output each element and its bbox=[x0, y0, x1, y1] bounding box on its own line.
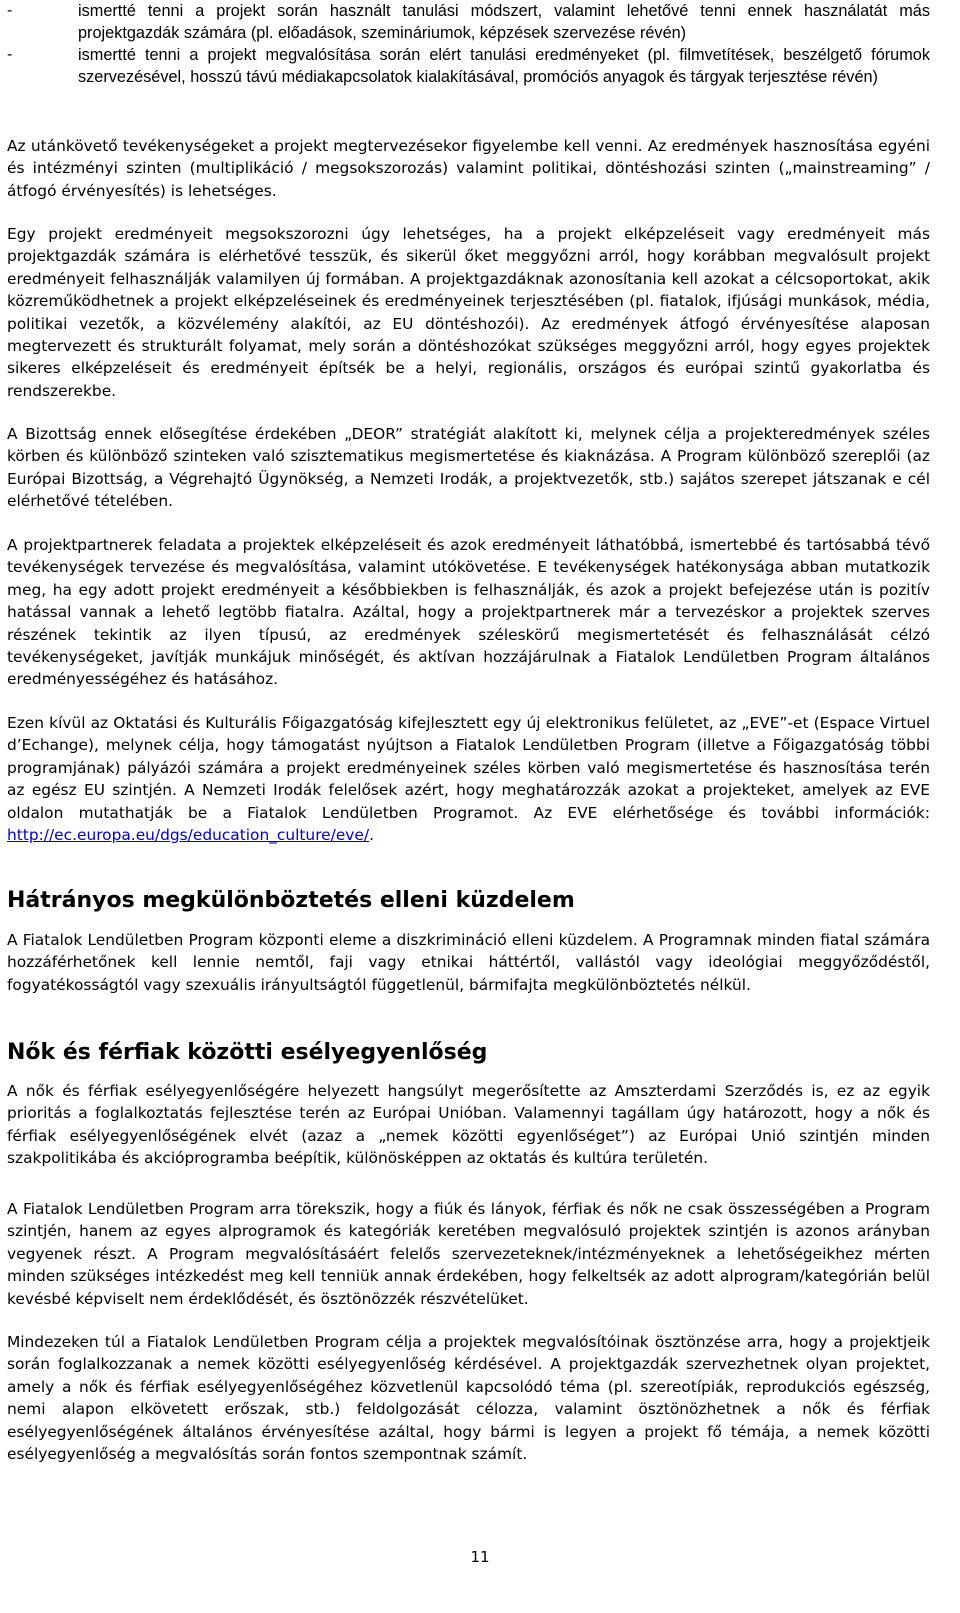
paragraph-text: Ezen kívül az Oktatási és Kulturális Főigazgatóság kifejlesztett egy új elektronikus felületet, az „EVE”-et (Espace Virtuel d’Echange), melynek célja, hogy támogatást nyújtson a Fiatalok Lendületben Program (illetve a Főigazgatóság többi programjának) pályázói számára a projekt eredményeinek széles körben való megismertetése és hasznosítása terén az egész EU szintjén. A Nemzeti Irodák felelősek azért, hogy meghatározzák azokat a projekteket, amelyek az EVE oldalon mutathatják be a Fiatalok Lendületben Programot. Az EVE elérhetősége és további információk: bbox=[7, 714, 930, 822]
bullet-dash: - bbox=[7, 2, 13, 19]
paragraph: A Bizottság ennek elősegítése érdekében „DEOR” stratégiát alakított ki, melynek célja a projekteredmények széles körben és különböző szinteken való szisztematikus megismertetése és kiaknázása. A Program különböző szereplői (az Európai Bizottság, a Végrehajtó Ügynökség, a Nemzeti Irodák, a projektvezetők, stb.) sajátos szerepet játszanak e cél elérhetővé tételében. bbox=[7, 425, 930, 511]
list-item bbox=[7, 0, 930, 44]
section-heading: Nők és férfiak közötti esélyegyenlőség bbox=[7, 1040, 488, 1065]
list-item bbox=[7, 44, 930, 88]
paragraph: A nők és férfiak esélyegyenlőségére helyezett hangsúlyt megerősítette az Amszterdami Szerződés is, ez az egyik prioritás a foglalkoztatás fejlesztése terén az Európai Unióban. Valamennyi tagállam úgy határozott, hogy a nők és férfiak esélyegyenlőségének elvét (azaz a „nemek közötti egyenlőséget”) az Európai Unió szintjén minden szakpolitikába és akcióprogramba beépítik, különösképpen az oktatás és kultúra területén. bbox=[7, 1082, 930, 1168]
paragraph: A projektpartnerek feladata a projektek elképzeléseit és azok eredményeit láthatóbbá, ismertebbé és tartósabbá tévő tevékenységek tervezése és megvalósítása, valamint utókövetése. E tevékenységek hatékonysága abban mutatkozik meg, ha egy adott projekt eredményeit a későbbiekben is felhasználják, és azok a projekt befejezése után is pozitív hatással vannak a lehető legtöbb fiatalra. Azáltal, hogy a projektpartnerek már a tervezéskor a projektek szerves részének tekintik az ilyen típusú, az eredmények széleskörű megismertetését és felhasználását célzó tevékenységeket, javítják munkájuk minőségét, és aktívan hozzájárulnak a Fiatalok Lendületben Program általános eredményességéhez és hatásához. bbox=[7, 536, 930, 689]
paragraph-end: . bbox=[369, 826, 374, 845]
section-heading: Hátrányos megkülönböztetés elleni küzdelem bbox=[7, 888, 575, 913]
paragraph bbox=[7, 712, 930, 846]
bullet-dash: - bbox=[7, 46, 13, 63]
paragraph: Egy projekt eredményeit megsokszorozni úgy lehetséges, ha a projekt elképzeléseit vagy eredményeit más projektgazdák számára is elérhetővé tesszük, és sikerül őket meggyőzni arról, hogy korábban megvalósult projekt eredményeit felhasználják valamilyen új formában. A projektgazdáknak azonosítania kell azokat a célcsoportokat, akik közreműködhetnek a projekt elképzeléseinek és eredményeinek terjesztésében (pl. fiatalok, ifjúsági munkások, média, politikai vezetők, a közvélemény alakítói, az EU döntéshozói). Az eredmények átfogó érvényesítése alaposan megtervezett és strukturált folyamat, mely során a döntéshozókat szükséges meggyőzni arról, hogy egyes projektek sikeres elképzeléseit és eredményeit építsék be a helyi, regionális, országos és európai szintű gyakorlatba és rendszerekbe. bbox=[7, 225, 930, 400]
page-number: 11 bbox=[470, 1548, 490, 1566]
paragraph: A Fiatalok Lendületben Program arra törekszik, hogy a fiúk és lányok, férfiak és nők ne csak összességében a Program szintjén, hanem az egyes alprogramok és kategóriák keretében megvalósuló projektek szintjén is azonos arányban vegyenek részt. A Program megvalósításáért felelős szervezeteknek/intézményeknek a lehetőségeikhez mérten minden szükséges intézkedést meg kell tenniük annak érdekében, hogy felkeltsék az adott alprogram/kategórián belül kevésbé képviselt nem érdeklődését, és ösztönözzék részvételüket. bbox=[7, 1200, 930, 1308]
paragraph: A Fiatalok Lendületben Program központi eleme a diszkrimináció elleni küzdelem. A Programnak minden fiatal számára hozzáférhetőnek kell lennie nemtől, faji vagy etnikai háttértől, vallástól vagy ideológiai meggyőződéstől, fogyatékosságtól vagy szexuális irányultságtól függetlenül, bármifajta megkülönböztetés nélkül. bbox=[7, 931, 930, 994]
list-item-text: ismertté tenni a projekt megvalósítása során elért tanulási eredményeket (pl. filmvetítések, beszélgető fórumok szervezésével, hosszú távú médiakapcsolatok kialakításával, promóciós anyagok és tárgyak terjesztése révén) bbox=[78, 46, 930, 86]
paragraph: Az utánkövető tevékenységeket a projekt megtervezésekor figyelembe kell venni. Az eredmények hasznosítása egyéni és intézményi szinten (multiplikáció / megsokszorozás) valamint politikai, döntéshozási szinten („mainstreaming” / átfogó érvényesítés) is lehetséges. bbox=[7, 137, 930, 200]
eve-link[interactable]: http://ec.europa.eu/dgs/education_culture/eve/ bbox=[7, 826, 370, 845]
paragraph: Mindezeken túl a Fiatalok Lendületben Program célja a projektek megvalósítóinak ösztönzése arra, hogy a projektjeik során foglalkozzanak a nemek közötti esélyegyenlőség kérdésével. A projektgazdák szervezhetnek olyan projektet, amely a nők és férfiak esélyegyenlőségéhez közvetlenül kapcsolódó téma (pl. szereotípiák, reprodukciós egészség, nemi alapon elkövetett erőszak, stb.) feldolgozását célozza, valamint ösztönözhetnek a nők és férfiak esélyegyenlőségének általános érvényesítése azáltal, hogy bármi is legyen a projekt fő témája, a nemek közötti esélyegyenlőség a megvalósítás során fontos szempontnak számít. bbox=[7, 1333, 930, 1464]
list-item-text: ismertté tenni a projekt során használt tanulási módszert, valamint lehetővé tenni ennek használatát más projektgazdák számára (pl. előadások, szemináriumok, képzések szervezése révén) bbox=[78, 2, 930, 42]
